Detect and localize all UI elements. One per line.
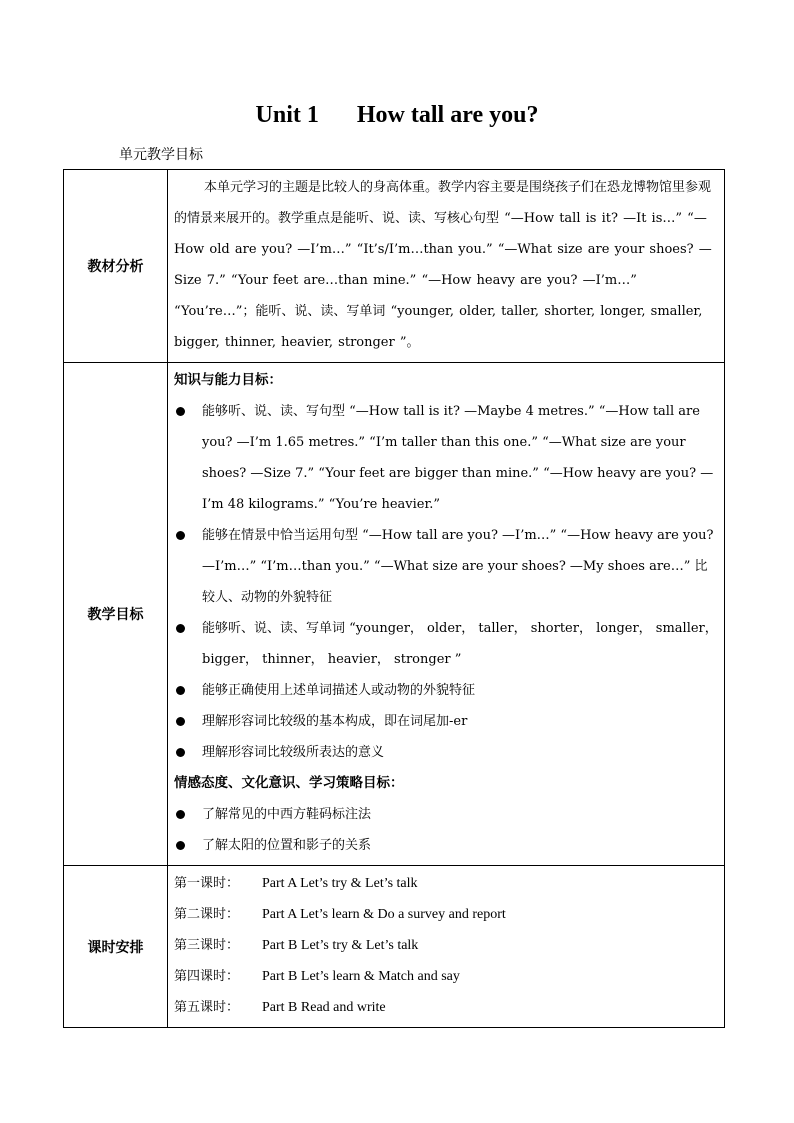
section-title-knowledge: 知识与能力目标：: [174, 372, 282, 388]
list-item: 能够听、说、读、写单词 “younger， older， taller， shorter， longer， smaller， bigger， thinner， heavier， stronger ”: [174, 613, 718, 675]
row-header-schedule: 课时安排: [64, 866, 168, 1028]
list-item: 理解形容词比较级所表达的意义: [174, 737, 718, 768]
analysis-text: 本单元学习的主题是比较人的身高体重。教学内容主要是围绕孩子们在恐龙博物馆里参观的情景来展开的。教学重点是能听、说、读、写核心句型 “—How tall is it? —It is…” “—How old are you? —I’m…” “It’s/I’m…than you.” “—What size are your shoes? —Size 7.” “Your feet are…than mine.” “—How heavy are you? —I’m…” “You’re…”；能听、说、读、写单词 “younger, older, taller, shorter, longer, smaller, bigger, thinner, heavier, stronger ”。: [174, 180, 712, 350]
goals-cell: [168, 363, 725, 866]
section-title-attitude: 情感态度、文化意识、学习策略目标：: [174, 775, 404, 791]
row-analysis: [64, 170, 725, 363]
attitude-goals-list: [174, 799, 718, 861]
row-header-goals: 教学目标: [64, 363, 168, 866]
document-subtitle: 单元教学目标: [119, 147, 203, 163]
list-item: 了解常见的中西方鞋码标注法: [174, 799, 718, 830]
title-unit: Unit 1: [255, 102, 319, 128]
schedule-item: 第二课时： Part A Let’s learn & Do a survey and report: [174, 907, 506, 922]
bullet-icon: [176, 686, 185, 695]
list-item: 能够在情景中恰当运用句型 “—How tall are you? —I’m…” “—How heavy are you? —I’m…” “I’m…than you.” “—What size are your shoes? —My shoes are…” 比较人、动物的外貌特征: [174, 520, 718, 613]
unit-plan-table: [63, 169, 725, 1028]
row-header-analysis: 教材分析: [64, 170, 168, 363]
bullet-icon: [176, 748, 185, 757]
bullet-icon: [176, 624, 185, 633]
schedule-item: 第四课时： Part B Let’s learn & Match and say: [174, 969, 460, 984]
bullet-icon: [176, 841, 185, 850]
document-title: [0, 102, 794, 129]
bullet-icon: [176, 810, 185, 819]
list-item: 理解形容词比较级的基本构成，即在词尾加-er: [174, 706, 718, 737]
bullet-icon: [176, 407, 185, 416]
title-text: How tall are you?: [356, 102, 539, 128]
bullet-icon: [176, 717, 185, 726]
knowledge-goals-list: [174, 396, 718, 768]
bullet-icon: [176, 531, 185, 540]
schedule-item: 第一课时： Part A Let’s try & Let’s talk: [174, 876, 418, 891]
analysis-cell: [168, 170, 725, 363]
list-item: 能够正确使用上述单词描述人或动物的外貌特征: [174, 675, 718, 706]
row-goals: [64, 363, 725, 866]
schedule-cell: [168, 866, 725, 1028]
list-item: 能够听、说、读、写句型 “—How tall is it? —Maybe 4 metres.” “—How tall are you? —I’m 1.65 metres.” “I’m taller than this one.” “—What size are your shoes? —Size 7.” “Your feet are bigger than mine.” “—How heavy are you? —I’m 48 kilograms.” “You’re heavier.”: [174, 396, 718, 520]
schedule-item: 第三课时： Part B Let’s try & Let’s talk: [174, 938, 419, 953]
schedule-item: 第五课时： Part B Read and write: [174, 1000, 386, 1015]
list-item: 了解太阳的位置和影子的关系: [174, 830, 718, 861]
row-schedule: [64, 866, 725, 1028]
